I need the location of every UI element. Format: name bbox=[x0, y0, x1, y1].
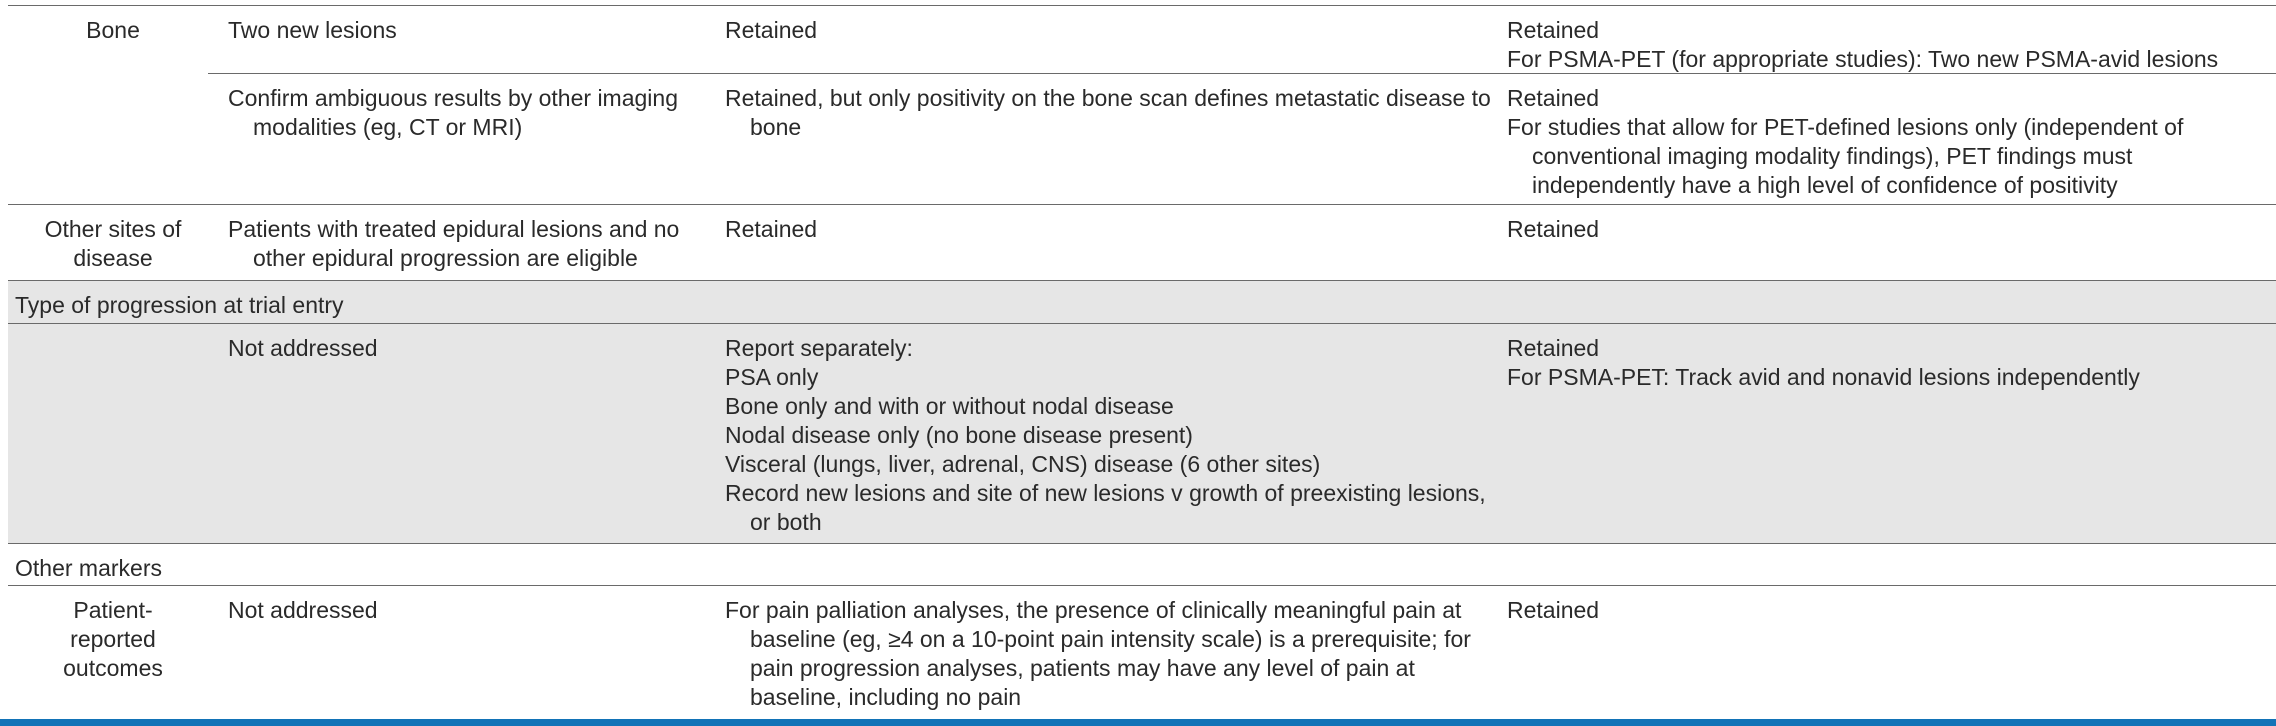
footer-accent-bar bbox=[0, 719, 2276, 726]
col1-cell bbox=[228, 74, 723, 142]
cell-line: For PSMA-PET: Track avid and nonavid lesions independently bbox=[1507, 364, 2140, 390]
section-title: Type of progression at trial entry bbox=[15, 292, 344, 318]
cell-line: Not addressed bbox=[228, 335, 378, 361]
cell-line: Patients with treated epidural lesions and no other epidural progression are eligible bbox=[228, 216, 680, 271]
col3-cell bbox=[1507, 324, 2276, 392]
section-title: Other markers bbox=[15, 555, 162, 581]
cell-line: Record new lesions and site of new lesions v growth of preexisting lesions, or both bbox=[725, 480, 1486, 535]
cell-line: Confirm ambiguous results by other imaging modalities (eg, CT or MRI) bbox=[228, 85, 678, 140]
table-row-patient-reported-outcomes bbox=[8, 586, 2276, 719]
cell-line: Nodal disease only (no bone disease present) bbox=[725, 422, 1193, 448]
col3-cell bbox=[1507, 586, 2276, 625]
row-category-other-sites: Other sites of disease bbox=[44, 216, 182, 271]
cell-line: Retained bbox=[725, 216, 818, 242]
cell-line: Retained, but only positivity on the bone scan defines metastatic disease to bone bbox=[725, 85, 1491, 140]
cell-line: Retained bbox=[1507, 216, 1600, 242]
section-header-type-of-progression bbox=[8, 281, 2276, 323]
row-category-patient-reported-outcomes: Patient-reported outcomes bbox=[63, 597, 163, 681]
cell-line: Report separately: bbox=[725, 335, 913, 361]
cell-line: Not addressed bbox=[228, 597, 378, 623]
col1-cell bbox=[228, 324, 723, 363]
cell-line: Retained bbox=[725, 17, 818, 43]
table-row-bone-2 bbox=[8, 74, 2276, 203]
col2-cell bbox=[725, 6, 1505, 45]
col3-cell bbox=[1507, 6, 2276, 74]
table-row-bone-1 bbox=[8, 6, 2276, 72]
cell-line: Retained bbox=[1507, 17, 1600, 43]
cell-line: For PSMA-PET (for appropriate studies): Two new PSMA-avid lesions bbox=[1507, 46, 2219, 72]
table-row-other-sites bbox=[8, 205, 2276, 280]
col1-cell bbox=[228, 586, 723, 625]
table-row-type-of-progression bbox=[8, 324, 2276, 543]
cell-line: Bone only and with or without nodal disease bbox=[725, 393, 1174, 419]
col2-cell bbox=[725, 74, 1505, 142]
cell-line: For pain palliation analyses, the presence of clinically meaningful pain at baseline (eg, ≥4 on a 10-point pain intensity scale) is a prerequisite; for pain progression analyses, patients may have any level of pain at baseline, including no pain bbox=[725, 597, 1471, 710]
col2-cell bbox=[725, 205, 1505, 244]
cell-line: Retained bbox=[1507, 335, 1600, 361]
cell-line: Visceral (lungs, liver, adrenal, CNS) disease (6 other sites) bbox=[725, 451, 1321, 477]
col3-cell bbox=[1507, 205, 2276, 244]
cell-line: PSA only bbox=[725, 364, 819, 390]
cell-line: Two new lesions bbox=[228, 17, 397, 43]
col2-cell bbox=[725, 324, 1505, 537]
col2-cell bbox=[725, 586, 1505, 712]
cell-line: For studies that allow for PET-defined lesions only (independent of conventional imaging modality findings), PET findings must independently have a high level of confidence of positivity bbox=[1507, 114, 2184, 198]
section-header-other-markers bbox=[8, 544, 2276, 585]
col1-cell bbox=[228, 205, 723, 273]
row-category-bone: Bone bbox=[86, 17, 140, 43]
cell-line: Retained bbox=[1507, 85, 1600, 111]
col1-cell bbox=[228, 6, 723, 45]
col3-cell bbox=[1507, 74, 2276, 200]
cell-line: Retained bbox=[1507, 597, 1600, 623]
